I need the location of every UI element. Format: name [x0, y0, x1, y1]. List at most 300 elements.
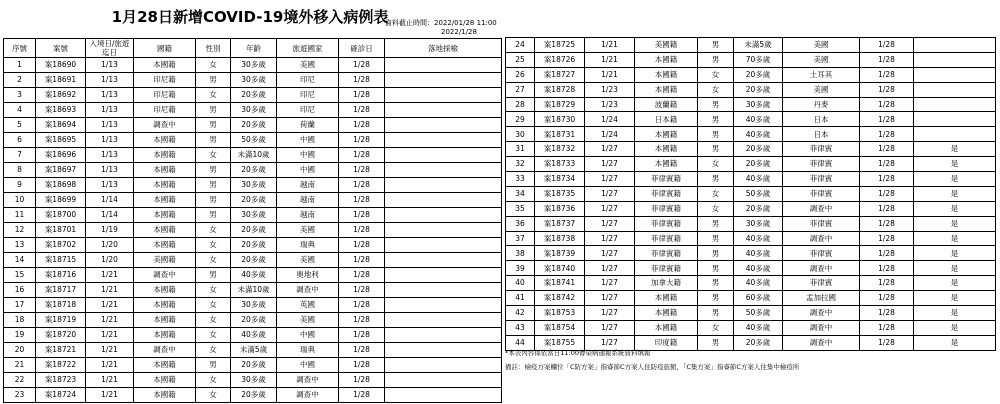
cell-age: 40多歲	[734, 231, 783, 246]
cell-sex: 男	[698, 246, 734, 261]
cell-nationality: 本國籍	[635, 67, 698, 82]
cell-age: 50多歲	[734, 306, 783, 321]
cell-age: 20多歲	[231, 193, 277, 208]
cell-travel: 印尼	[277, 73, 339, 88]
table-row	[4, 328, 502, 343]
cell-no: 27	[506, 82, 535, 97]
cell-travel: 美國	[783, 52, 860, 67]
table-row	[4, 88, 502, 103]
cell-sex: 男	[698, 142, 734, 157]
cell-entry: 1/27	[585, 216, 635, 231]
cell-confirm: 1/28	[860, 186, 914, 201]
cell-entry: 1/21	[86, 328, 134, 343]
cell-nationality: 本國籍	[134, 388, 196, 403]
cell-sex: 女	[196, 343, 231, 358]
cell-landing	[385, 268, 502, 283]
cell-confirm: 1/28	[339, 193, 385, 208]
cell-sex: 女	[196, 88, 231, 103]
cell-confirm: 1/28	[860, 201, 914, 216]
cell-entry: 1/27	[585, 231, 635, 246]
cell-landing	[385, 358, 502, 373]
cell-no: 38	[506, 246, 535, 261]
header-travel: 旅遊國家	[277, 39, 339, 58]
cell-landing	[914, 97, 996, 112]
cell-sex: 男	[196, 133, 231, 148]
cell-age: 70多歲	[734, 52, 783, 67]
cell-landing	[914, 127, 996, 142]
cell-case: 案18738	[535, 231, 585, 246]
table-row	[506, 306, 996, 321]
cell-sex: 女	[196, 223, 231, 238]
cell-nationality: 本國籍	[635, 52, 698, 67]
cell-case: 案18741	[535, 276, 585, 291]
cell-confirm: 1/28	[339, 328, 385, 343]
cell-age: 30多歲	[231, 178, 277, 193]
cell-travel: 越南	[277, 208, 339, 223]
cell-travel: 荷蘭	[277, 118, 339, 133]
cell-entry: 1/24	[585, 112, 635, 127]
cell-nationality: 本國籍	[635, 127, 698, 142]
cell-age: 20多歲	[734, 67, 783, 82]
cell-no: 16	[4, 283, 36, 298]
cell-age: 40多歲	[231, 268, 277, 283]
cell-case: 案18731	[535, 127, 585, 142]
table-row	[506, 52, 996, 67]
table-row	[4, 118, 502, 133]
cell-landing	[385, 73, 502, 88]
cell-no: 8	[4, 163, 36, 178]
cell-no: 35	[506, 201, 535, 216]
cell-confirm: 1/28	[860, 320, 914, 335]
cell-confirm: 1/28	[339, 58, 385, 73]
cell-case: 案18726	[535, 52, 585, 67]
cell-case: 案18718	[36, 298, 86, 313]
cell-case: 案18699	[36, 193, 86, 208]
cell-case: 案18720	[36, 328, 86, 343]
cell-case: 案18735	[535, 186, 585, 201]
cell-no: 4	[4, 103, 36, 118]
cell-age: 40多歲	[734, 276, 783, 291]
cell-sex: 男	[196, 268, 231, 283]
cell-case: 案18717	[36, 283, 86, 298]
cell-confirm: 1/28	[860, 38, 914, 53]
cell-sex: 女	[196, 328, 231, 343]
table-row	[506, 67, 996, 82]
cell-no: 44	[506, 335, 535, 350]
cell-nationality: 菲律賓籍	[635, 261, 698, 276]
table-row	[506, 231, 996, 246]
cell-nationality: 本國籍	[635, 82, 698, 97]
cell-age: 50多歲	[734, 186, 783, 201]
cell-case: 案18736	[535, 201, 585, 216]
cell-no: 36	[506, 216, 535, 231]
cell-landing	[385, 253, 502, 268]
cell-age: 30多歲	[231, 373, 277, 388]
cell-sex: 女	[196, 313, 231, 328]
cell-case: 案18737	[535, 216, 585, 231]
cell-entry: 1/27	[585, 306, 635, 321]
cell-landing	[385, 313, 502, 328]
cell-no: 19	[4, 328, 36, 343]
cell-confirm: 1/28	[339, 268, 385, 283]
cell-entry: 1/23	[585, 97, 635, 112]
cell-no: 9	[4, 178, 36, 193]
cell-no: 13	[4, 238, 36, 253]
cell-sex: 男	[698, 261, 734, 276]
cell-case: 案18733	[535, 157, 585, 172]
cell-no: 26	[506, 67, 535, 82]
cell-no: 18	[4, 313, 36, 328]
cell-landing	[914, 112, 996, 127]
cell-entry: 1/21	[86, 373, 134, 388]
cell-confirm: 1/28	[339, 118, 385, 133]
cell-confirm: 1/28	[860, 306, 914, 321]
cell-confirm: 1/28	[860, 97, 914, 112]
cell-sex: 男	[698, 52, 734, 67]
table-row	[4, 358, 502, 373]
cell-travel: 瑞典	[277, 238, 339, 253]
cell-sex: 男	[698, 97, 734, 112]
cell-travel: 菲律賓	[783, 186, 860, 201]
table-row	[4, 343, 502, 358]
cell-sex: 女	[196, 388, 231, 403]
cell-nationality: 本國籍	[134, 238, 196, 253]
cell-sex: 女	[196, 58, 231, 73]
table-row	[4, 238, 502, 253]
cell-age: 未滿10歲	[231, 283, 277, 298]
cell-confirm: 1/28	[860, 246, 914, 261]
cell-case: 案18734	[535, 172, 585, 187]
cell-entry: 1/13	[86, 163, 134, 178]
cell-nationality: 本國籍	[134, 283, 196, 298]
cell-no: 23	[4, 388, 36, 403]
cell-confirm: 1/28	[339, 313, 385, 328]
cell-confirm: 1/28	[339, 103, 385, 118]
cell-age: 20多歲	[734, 157, 783, 172]
cell-confirm: 1/28	[339, 223, 385, 238]
cell-confirm: 1/28	[860, 231, 914, 246]
cell-travel: 日本	[783, 127, 860, 142]
cell-confirm: 1/28	[860, 67, 914, 82]
cell-nationality: 菲律賓籍	[635, 201, 698, 216]
cell-confirm: 1/28	[339, 283, 385, 298]
cell-no: 25	[506, 52, 535, 67]
cell-entry: 1/27	[585, 201, 635, 216]
cell-entry: 1/13	[86, 73, 134, 88]
cell-nationality: 本國籍	[134, 163, 196, 178]
cell-case: 案18702	[36, 238, 86, 253]
cell-age: 20多歲	[231, 313, 277, 328]
cell-travel: 調查中	[783, 306, 860, 321]
table-row	[506, 97, 996, 112]
cell-entry: 1/20	[86, 253, 134, 268]
cell-no: 10	[4, 193, 36, 208]
cell-travel: 日本	[783, 112, 860, 127]
cell-travel: 調查中	[277, 388, 339, 403]
cell-confirm: 1/28	[339, 88, 385, 103]
cell-confirm: 1/28	[339, 148, 385, 163]
cell-confirm: 1/28	[860, 142, 914, 157]
cell-landing	[385, 328, 502, 343]
cell-landing: 是	[914, 306, 996, 321]
cell-entry: 1/21	[86, 388, 134, 403]
cell-case: 案18723	[36, 373, 86, 388]
cell-age: 40多歲	[231, 328, 277, 343]
cell-age: 60多歲	[734, 291, 783, 306]
cell-travel: 越南	[277, 193, 339, 208]
cell-travel: 中國	[277, 358, 339, 373]
cell-nationality: 本國籍	[134, 373, 196, 388]
cell-confirm: 1/28	[339, 358, 385, 373]
cell-age: 20多歲	[231, 388, 277, 403]
cell-landing	[914, 82, 996, 97]
cell-no: 41	[506, 291, 535, 306]
data-cutoff-time: 資料截止時間：2022/01/28 11:00	[385, 19, 497, 27]
cell-nationality: 調查中	[134, 343, 196, 358]
cell-age: 20多歲	[734, 142, 783, 157]
cell-sex: 男	[196, 208, 231, 223]
cell-entry: 1/27	[585, 172, 635, 187]
cell-entry: 1/13	[86, 118, 134, 133]
table-row	[506, 201, 996, 216]
cell-entry: 1/24	[585, 127, 635, 142]
cell-nationality: 菲律賓籍	[635, 231, 698, 246]
cell-nationality: 美國籍	[134, 253, 196, 268]
cell-sex: 男	[698, 306, 734, 321]
cell-landing	[385, 88, 502, 103]
table-row	[506, 186, 996, 201]
table-row	[4, 148, 502, 163]
cell-landing	[385, 103, 502, 118]
cell-sex: 男	[698, 38, 734, 53]
cell-age: 50多歲	[231, 133, 277, 148]
cell-age: 20多歲	[231, 223, 277, 238]
cell-landing	[385, 373, 502, 388]
cell-case: 案18727	[535, 67, 585, 82]
cell-case: 案18695	[36, 133, 86, 148]
cell-nationality: 本國籍	[635, 320, 698, 335]
cell-entry: 1/13	[86, 58, 134, 73]
header-case: 案號	[36, 39, 86, 58]
cell-age: 20多歲	[231, 358, 277, 373]
cell-nationality: 印尼籍	[134, 73, 196, 88]
cell-sex: 女	[698, 67, 734, 82]
cell-entry: 1/27	[585, 142, 635, 157]
cell-entry: 1/27	[585, 246, 635, 261]
case-table-right	[505, 37, 996, 351]
table-row	[506, 82, 996, 97]
cell-confirm: 1/28	[860, 127, 914, 142]
cell-landing: 是	[914, 201, 996, 216]
cell-entry: 1/14	[86, 208, 134, 223]
cell-no: 29	[506, 112, 535, 127]
cell-confirm: 1/28	[860, 157, 914, 172]
table-row	[4, 313, 502, 328]
cell-confirm: 1/28	[860, 112, 914, 127]
cell-age: 40多歲	[734, 261, 783, 276]
cell-age: 30多歲	[734, 97, 783, 112]
cell-travel: 美國	[277, 223, 339, 238]
cell-no: 33	[506, 172, 535, 187]
cell-confirm: 1/28	[339, 388, 385, 403]
cell-travel: 美國	[277, 253, 339, 268]
cell-case: 案18728	[535, 82, 585, 97]
cell-travel: 瑞典	[277, 343, 339, 358]
table-row	[506, 246, 996, 261]
cell-travel: 調查中	[783, 335, 860, 350]
table-row	[506, 172, 996, 187]
cell-age: 20多歲	[231, 88, 277, 103]
table-row	[506, 127, 996, 142]
table-row	[4, 73, 502, 88]
cell-sex: 女	[698, 186, 734, 201]
cell-case: 案18693	[36, 103, 86, 118]
table-row	[506, 320, 996, 335]
cell-no: 6	[4, 133, 36, 148]
cell-nationality: 本國籍	[134, 328, 196, 343]
cell-no: 39	[506, 261, 535, 276]
cell-travel: 美國	[783, 38, 860, 53]
cell-no: 43	[506, 320, 535, 335]
header-no: 序號	[4, 39, 36, 58]
cell-entry: 1/27	[585, 291, 635, 306]
cell-no: 42	[506, 306, 535, 321]
table-row	[4, 388, 502, 403]
table-row	[506, 276, 996, 291]
cell-sex: 男	[698, 231, 734, 246]
cell-confirm: 1/28	[339, 208, 385, 223]
cell-travel: 印尼	[277, 88, 339, 103]
cell-age: 40多歲	[734, 320, 783, 335]
cell-travel: 菲律賓	[783, 142, 860, 157]
cell-landing: 是	[914, 291, 996, 306]
cell-age: 未滿10歲	[231, 148, 277, 163]
cell-sex: 女	[196, 253, 231, 268]
cell-age: 20多歲	[231, 238, 277, 253]
cell-nationality: 本國籍	[134, 178, 196, 193]
cell-age: 30多歲	[231, 103, 277, 118]
cell-sex: 男	[698, 291, 734, 306]
cell-nationality: 菲律賓籍	[635, 246, 698, 261]
cell-sex: 女	[698, 82, 734, 97]
cell-no: 5	[4, 118, 36, 133]
cell-confirm: 1/28	[860, 276, 914, 291]
table-row	[4, 298, 502, 313]
cell-sex: 男	[196, 358, 231, 373]
cell-age: 未滿5歲	[231, 343, 277, 358]
cell-no: 40	[506, 276, 535, 291]
report-date: 2022/1/28	[441, 28, 477, 36]
table-row	[506, 112, 996, 127]
cell-age: 20多歲	[734, 201, 783, 216]
cell-travel: 丹麥	[783, 97, 860, 112]
cell-no: 3	[4, 88, 36, 103]
cell-no: 30	[506, 127, 535, 142]
cell-landing	[385, 178, 502, 193]
cell-sex: 男	[698, 127, 734, 142]
cell-age: 20多歲	[734, 335, 783, 350]
cell-entry: 1/21	[585, 67, 635, 82]
cell-age: 40多歲	[734, 112, 783, 127]
cell-landing: 是	[914, 335, 996, 350]
cell-travel: 菲律賓	[783, 172, 860, 187]
cell-nationality: 本國籍	[134, 133, 196, 148]
cell-case: 案18716	[36, 268, 86, 283]
cell-nationality: 印尼籍	[134, 88, 196, 103]
cell-no: 7	[4, 148, 36, 163]
cell-travel: 美國	[783, 82, 860, 97]
cell-no: 15	[4, 268, 36, 283]
cell-travel: 調查中	[277, 283, 339, 298]
cell-entry: 1/23	[585, 82, 635, 97]
cell-no: 22	[4, 373, 36, 388]
cell-entry: 1/14	[86, 193, 134, 208]
cell-entry: 1/20	[86, 238, 134, 253]
cell-age: 40多歲	[734, 127, 783, 142]
table-row	[4, 178, 502, 193]
cell-case: 案18700	[36, 208, 86, 223]
cell-sex: 女	[196, 283, 231, 298]
cell-travel: 中國	[277, 133, 339, 148]
cell-landing	[385, 58, 502, 73]
cell-case: 案18692	[36, 88, 86, 103]
cell-case: 案18755	[535, 335, 585, 350]
cell-confirm: 1/28	[860, 52, 914, 67]
cell-age: 30多歲	[231, 58, 277, 73]
cell-no: 21	[4, 358, 36, 373]
cell-nationality: 調查中	[134, 268, 196, 283]
cell-landing: 是	[914, 186, 996, 201]
cell-case: 案18694	[36, 118, 86, 133]
cell-landing	[385, 133, 502, 148]
cell-no: 34	[506, 186, 535, 201]
cell-sex: 男	[196, 178, 231, 193]
header-landing: 落地採檢	[385, 39, 502, 58]
table-row	[4, 163, 502, 178]
cell-travel: 英國	[277, 298, 339, 313]
cell-case: 案18696	[36, 148, 86, 163]
cell-nationality: 菲律賓籍	[635, 172, 698, 187]
header-age: 年齡	[231, 39, 277, 58]
cell-landing	[914, 38, 996, 53]
cell-no: 14	[4, 253, 36, 268]
cell-travel: 調查中	[783, 201, 860, 216]
cell-landing	[385, 148, 502, 163]
cell-travel: 菲律賓	[783, 157, 860, 172]
cell-confirm: 1/28	[860, 261, 914, 276]
cell-travel: 調查中	[277, 373, 339, 388]
table-row	[506, 216, 996, 231]
cell-nationality: 印度籍	[635, 335, 698, 350]
cell-confirm: 1/28	[339, 163, 385, 178]
cell-landing	[385, 163, 502, 178]
cell-nationality: 印尼籍	[134, 103, 196, 118]
cell-nationality: 本國籍	[635, 142, 698, 157]
cell-sex: 男	[698, 172, 734, 187]
cell-sex: 女	[698, 201, 734, 216]
table-row	[4, 103, 502, 118]
cell-confirm: 1/28	[339, 343, 385, 358]
cell-case: 案18715	[36, 253, 86, 268]
cell-nationality: 本國籍	[134, 298, 196, 313]
cell-travel: 中國	[277, 328, 339, 343]
cell-confirm: 1/28	[860, 291, 914, 306]
page-title: 1月28日新增COVID-19境外移入病例表	[111, 8, 389, 26]
cell-case: 案18725	[535, 38, 585, 53]
cell-age: 30多歲	[231, 73, 277, 88]
cell-age: 30多歲	[231, 298, 277, 313]
table-row	[4, 268, 502, 283]
